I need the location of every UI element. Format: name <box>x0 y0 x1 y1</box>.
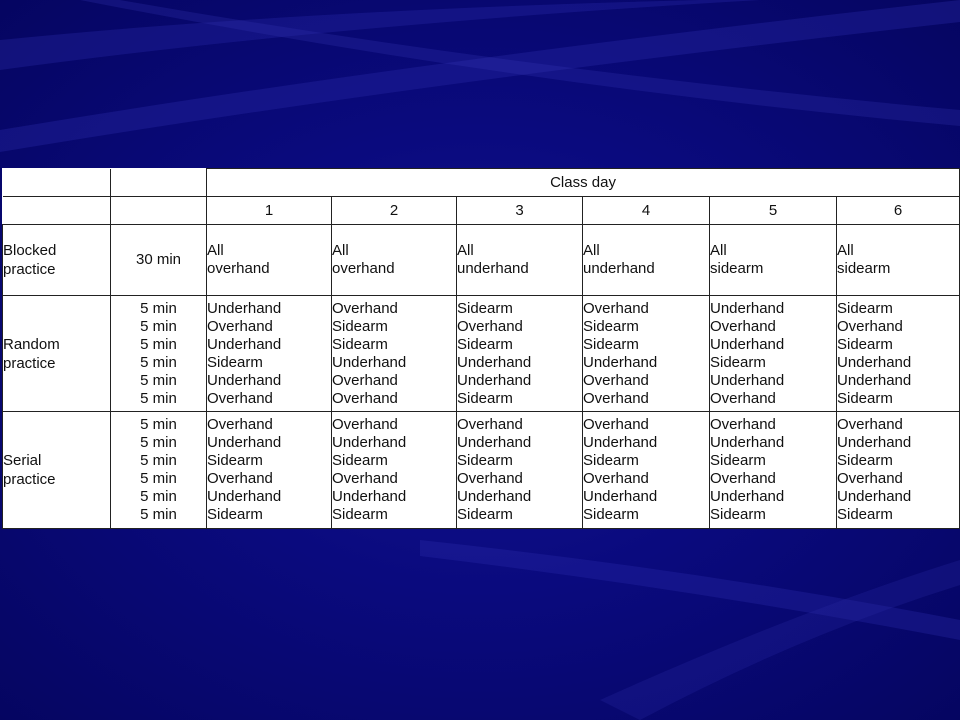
practice-schedule-table <box>2 168 960 529</box>
row-label: Serial practice <box>3 412 111 529</box>
day-number: 2 <box>332 197 457 225</box>
day-number: 3 <box>457 197 583 225</box>
schedule-cell: Overhand Underhand Sidearm Overhand Underhand Sidearm <box>710 412 837 529</box>
class-day-header-row <box>3 169 960 197</box>
duration: 30 min <box>111 225 207 296</box>
duration: 5 min 5 min 5 min 5 min 5 min 5 min <box>111 412 207 529</box>
random-practice-row <box>3 296 960 412</box>
schedule-cell: Overhand Sidearm Sidearm Underhand Overhand Overhand <box>332 296 457 412</box>
duration: 5 min 5 min 5 min 5 min 5 min 5 min <box>111 296 207 412</box>
day-number: 5 <box>710 197 837 225</box>
corner-blank <box>3 197 111 225</box>
schedule-cell: Underhand Overhand Underhand Sidearm Underhand Overhand <box>710 296 837 412</box>
schedule-cell: Overhand Sidearm Sidearm Underhand Overhand Overhand <box>583 296 710 412</box>
row-label: Random practice <box>3 296 111 412</box>
day-number: 6 <box>837 197 960 225</box>
schedule-cell: Overhand Underhand Sidearm Overhand Underhand Sidearm <box>837 412 960 529</box>
blocked-practice-row <box>3 225 960 296</box>
schedule-cell: All overhand <box>207 225 332 296</box>
class-day-header: Class day <box>207 169 960 197</box>
day-number-row <box>3 197 960 225</box>
schedule-cell: All sidearm <box>710 225 837 296</box>
corner-blank <box>111 197 207 225</box>
schedule-cell: Overhand Underhand Sidearm Overhand Underhand Sidearm <box>332 412 457 529</box>
schedule-cell: Overhand Underhand Sidearm Overhand Underhand Sidearm <box>457 412 583 529</box>
schedule-cell: Overhand Underhand Sidearm Overhand Underhand Sidearm <box>207 412 332 529</box>
schedule-cell: All underhand <box>583 225 710 296</box>
schedule-cell: All overhand <box>332 225 457 296</box>
corner-blank <box>111 169 207 197</box>
schedule-cell: Underhand Overhand Underhand Sidearm Underhand Overhand <box>207 296 332 412</box>
schedule-cell: Sidearm Overhand Sidearm Underhand Underhand Sidearm <box>457 296 583 412</box>
schedule-cell: All underhand <box>457 225 583 296</box>
schedule-cell: Overhand Underhand Sidearm Overhand Underhand Sidearm <box>583 412 710 529</box>
schedule-cell: All sidearm <box>837 225 960 296</box>
day-number: 1 <box>207 197 332 225</box>
corner-blank <box>3 169 111 197</box>
row-label: Blocked practice <box>3 225 111 296</box>
schedule-cell: Sidearm Overhand Sidearm Underhand Underhand Sidearm <box>837 296 960 412</box>
serial-practice-row <box>3 412 960 529</box>
day-number: 4 <box>583 197 710 225</box>
